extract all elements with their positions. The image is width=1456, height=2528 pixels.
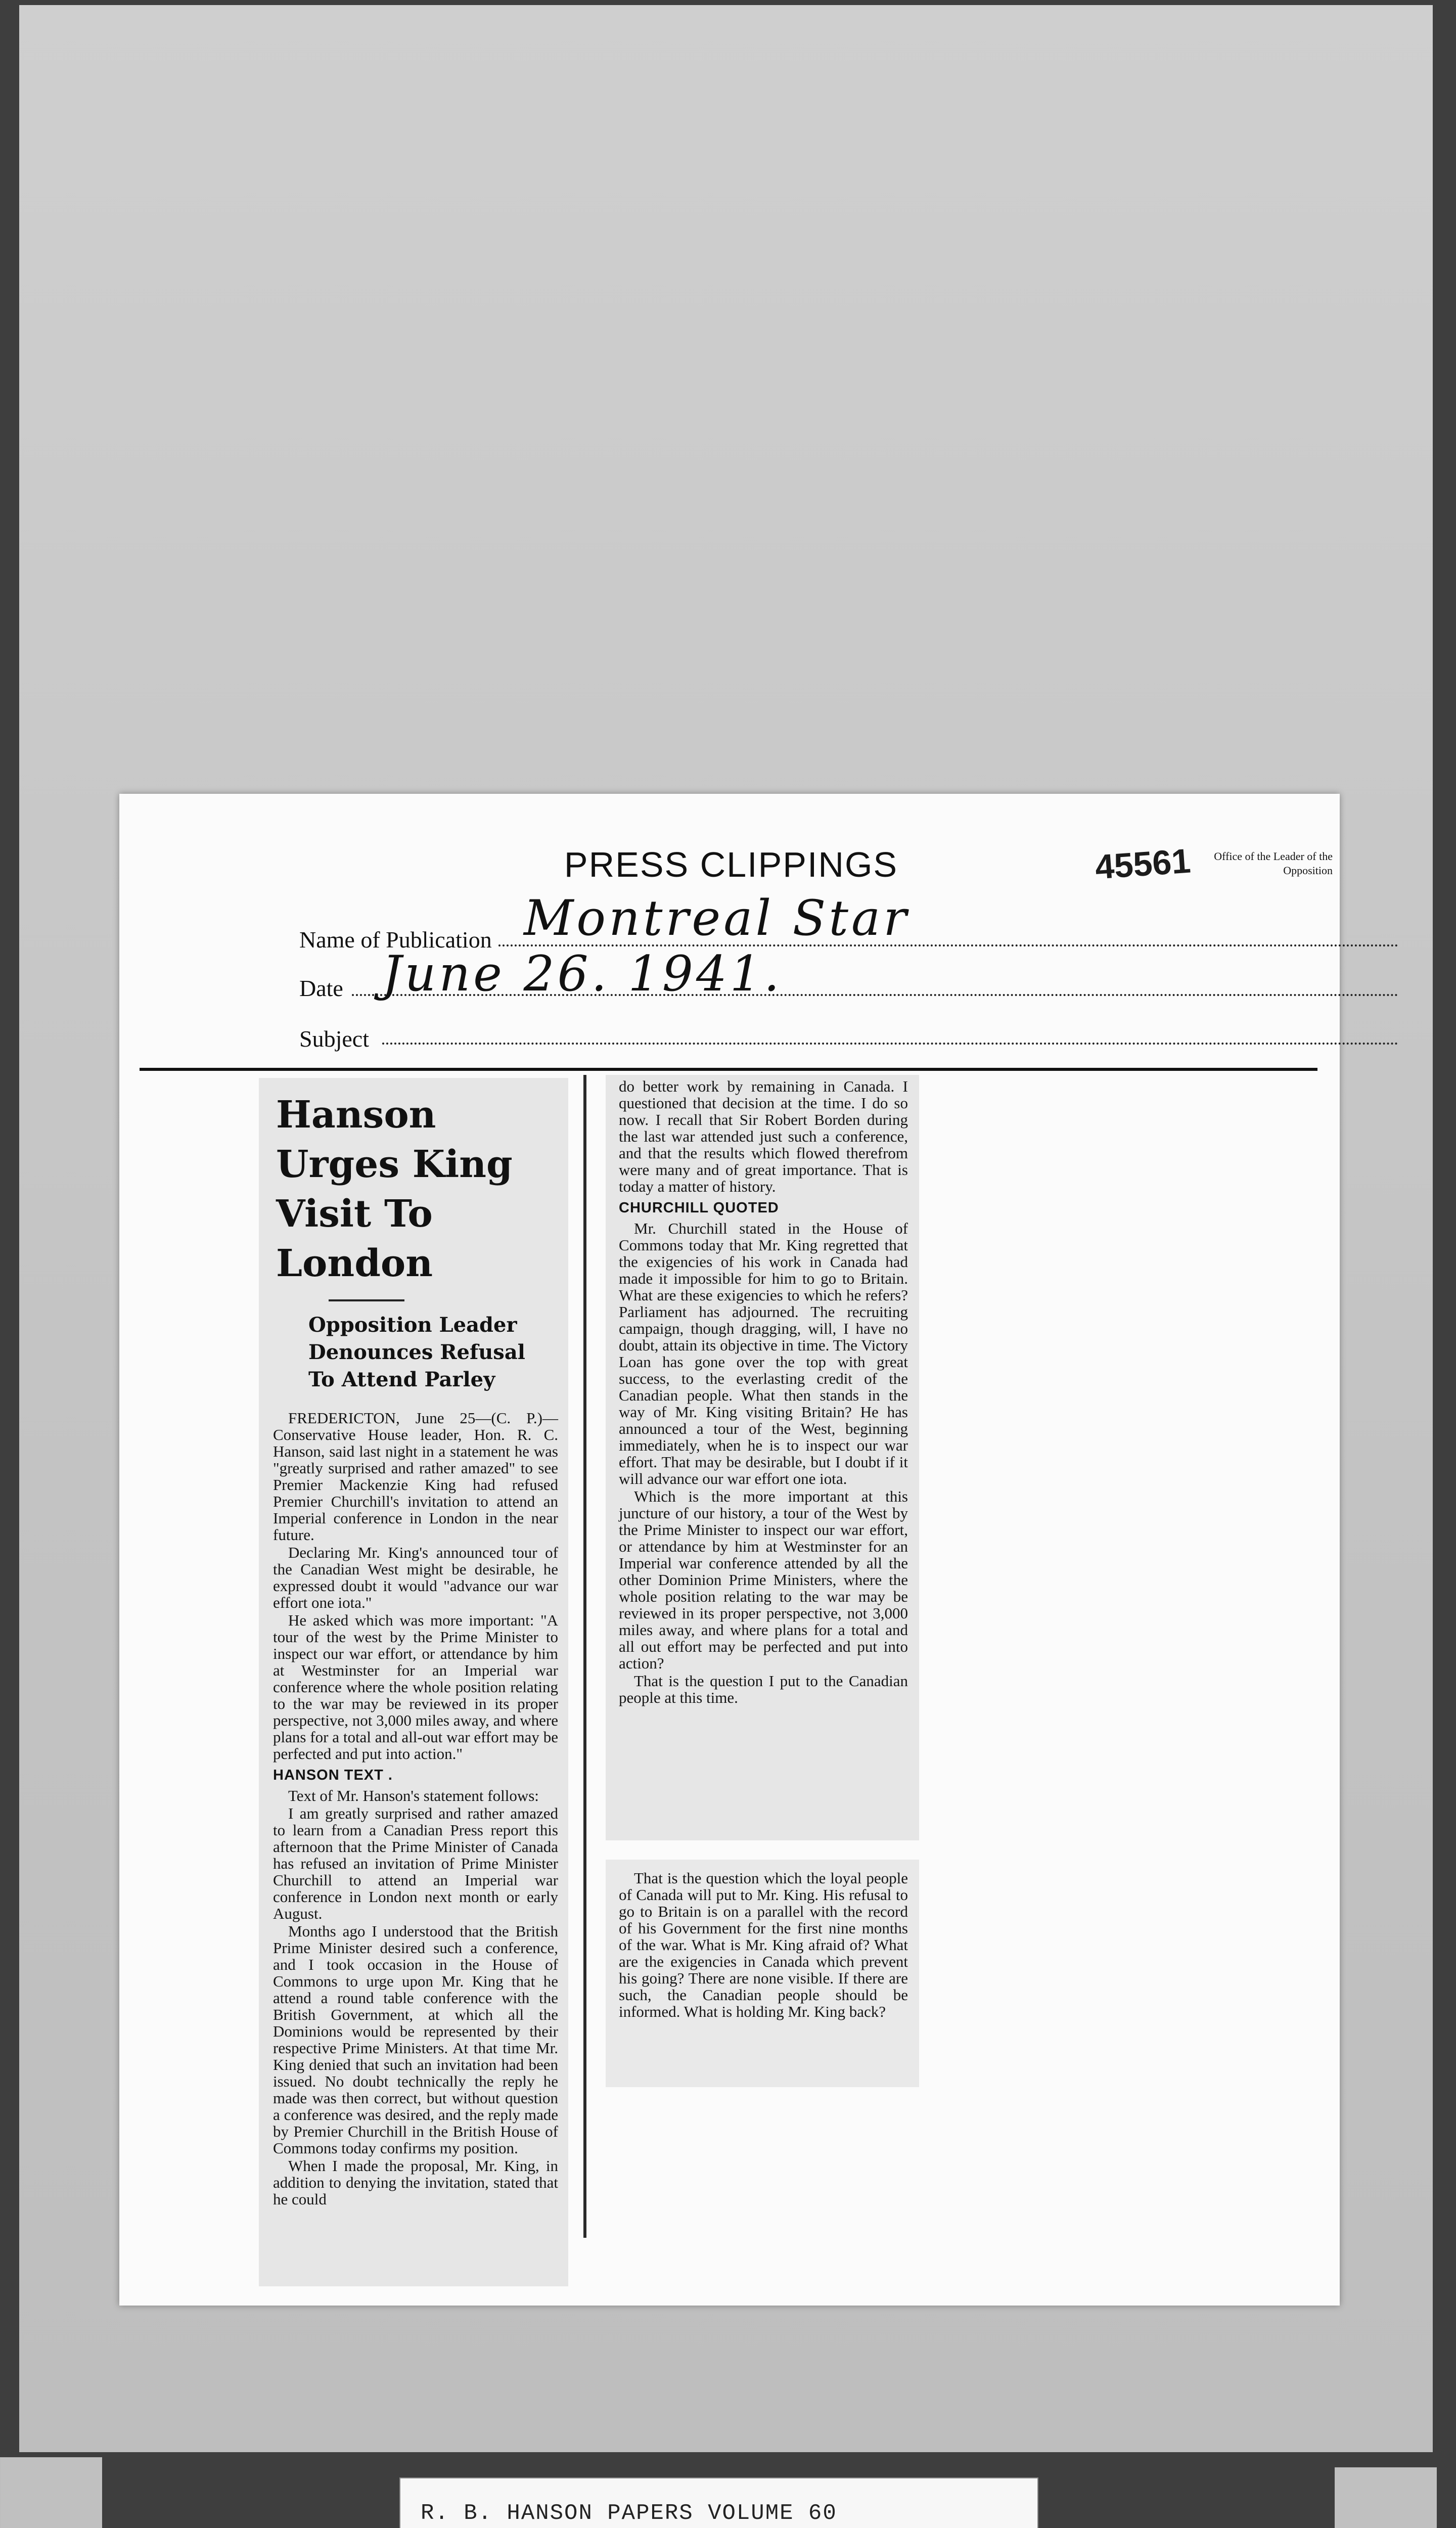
publication-handwriting: Montreal Star — [524, 890, 910, 946]
clipping-area — [119, 794, 1340, 2306]
paragraph: do better work by remaining in Canada. I questioned that decision at the time. I do so now. I recall that Sir Robert Borden during the last war attended just such a conference, and that the results which flowed therefrom were many and of great importance. That is today a matter of history. — [619, 1077, 908, 1195]
section-heading: HANSON TEXT . — [273, 1767, 393, 1783]
date-label: Date — [299, 975, 343, 1001]
tape-strip — [0, 2457, 102, 2528]
paragraph: He asked which was more important: "A tour of the west by the Prime Minister to inspect our war effort, or attendance by him at Westminster for an Imperial war conference where the whole position relating to the war may be reviewed in its proper perspective, not 3,000 miles away, and where plans for a total and all-out war effort may be perfected and put into action." — [273, 1611, 558, 1763]
column-divider — [583, 1075, 586, 2238]
section-heading: CHURCHILL QUOTED — [619, 1200, 779, 1216]
paragraph: Months ago I understood that the British Prime Minister desired such a conference, and I took occasion in the House of Commons to urge upon Mr. King that he attend a round table conference with the British Government, at which all the Dominions would be represented by their respective Prime Ministers. At that time Mr. King denied that such an invitation had been issued. No doubt technically the reply he made was then correct, but without question a conference was desired, and the reply made by Premier Churchill in the British House of Commons today confirms my position. — [273, 1922, 558, 2157]
paragraph: Declaring Mr. King's announced tour of the Canadian West might be desirable, he expressed doubt it would "advance our war effort one iota." — [273, 1544, 558, 1611]
paragraph: FREDERICTON, June 25—(C. P.)—Conservative House leader, Hon. R. C. Hanson, said last night in a statement he was "greatly surprised and rather amazed" to see Premier Mackenzie King had refused Premier Churchill's invitation to attend an Imperial conference in London in the near future. — [273, 1409, 558, 1544]
paragraph: That is the question which the loyal people of Canada will put to Mr. King. His refusal to go to Britain is on a parallel with the record of his Government for the first nine months of the war. What is Mr. King afraid of? What are the exigencies in Canada which prevent his going? There are none visible. If there are such, the Canadian people should be informed. What is holding Mr. King back? — [619, 1869, 908, 2020]
paragraph: Which is the more important at this juncture of our history, a tour of the West by the Prime Minister to inspect our war effort, or attendance by him at Westminster for an Imperial war conference attended by all the other Dominion Prime Ministers, where the whole position relating to the war may be reviewed in its proper perspective, not 3,000 miles away, and where plans for a total and all out effort may be perfected and put into action? — [619, 1487, 908, 1672]
volume-label — [399, 2477, 1038, 2528]
article-column-continued — [606, 1860, 919, 2087]
paragraph: I am greatly surprised and rather amazed to learn from a Canadian Press report this afternoon that the Prime Minister of Canada has refused an invitation of Prime Minister Churchill to attend an Imperial war conference in London next month or early August. — [273, 1804, 558, 1922]
paragraph: Mr. Churchill stated in the House of Commons today that Mr. King regretted that the exigencies of his work in Canada had made it impossible for him to go to Britain. What are these exigencies to which he refers? Parliament has adjourned. The recruiting campaign, though dragging, will, I have no doubt, attain its objective in time. The Victory Loan has gone over the top with great success, to the everlasting credit of the Canadian people. What then stands in the way of Mr. King visiting Britain? He has announced a tour of the West, beginning immediately, when he is to inspect our war effort. That may be desirable, but I doubt if it will advance our war effort one iota. — [619, 1220, 908, 1487]
office-stamp: Office of the Leader of the Opposition — [1214, 850, 1333, 877]
paragraph: When I made the proposal, Mr. King, in addition to denying the invitation, stated that he could — [273, 2157, 558, 2208]
paragraph: Text of Mr. Hanson's statement follows: — [288, 1787, 539, 1804]
article-column-middle — [606, 1075, 919, 1840]
article-column-left — [259, 1078, 568, 2286]
date-handwriting: June 26. 1941. — [382, 945, 783, 1002]
paragraph: That is the question I put to the Canadian people at this time. — [619, 1672, 908, 1706]
form-title: PRESS CLIPPINGS — [564, 845, 898, 884]
article-subhead: Opposition Leader Denounces Refusal To Attend Parley — [308, 1313, 525, 1391]
headline-rule — [329, 1299, 404, 1301]
tape-strip — [1335, 2467, 1437, 2528]
volume-label-text: R. B. HANSON PAPERS VOLUME 60 — [421, 2501, 837, 2526]
article-headline: Hanson Urges King Visit To London — [276, 1093, 513, 1285]
clipping-number: 45561 — [1094, 841, 1192, 887]
subject-label: Subject — [299, 1026, 369, 1052]
publication-label: Name of Publication — [299, 927, 492, 953]
